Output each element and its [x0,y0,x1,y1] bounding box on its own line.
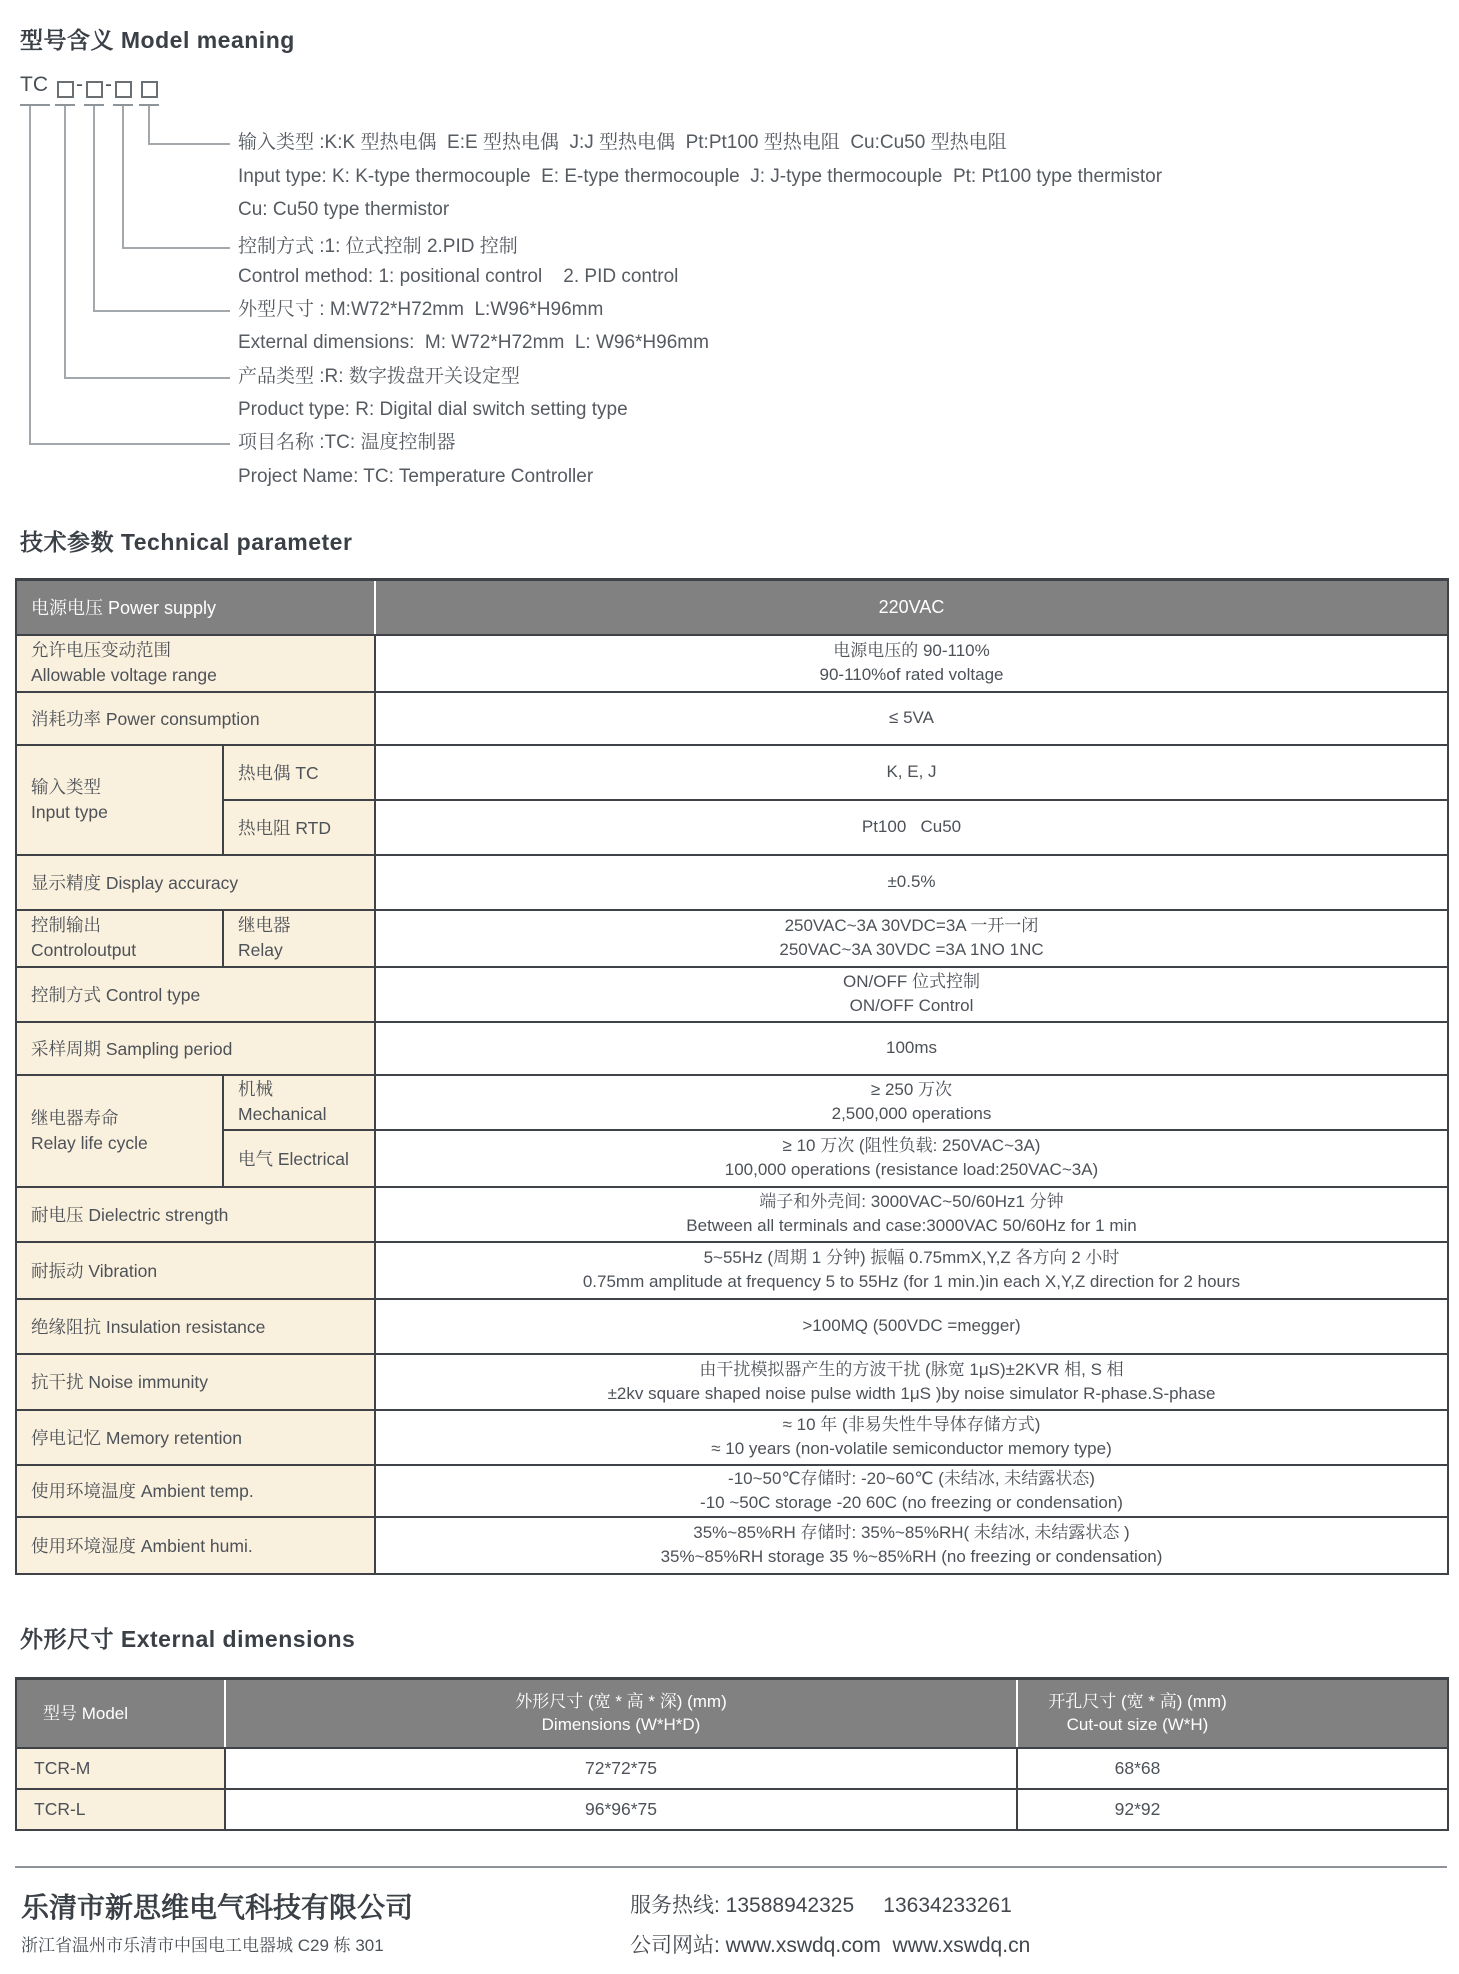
param-value-voltage-range [375,635,1448,692]
callout-input-en: Input type: K: K-type thermocouple E: E-type thermocouple J: J-type thermocouple Pt: Pt100 type thermistor [238,166,1163,187]
param-label-insulation: 绝缘阻抗 Insulation resistance [16,1299,375,1354]
param-label-sampling-period: 采样周期 Sampling period [16,1022,375,1075]
table-row [16,800,1448,855]
callout-product-zh: 产品类型 :R: 数字拨盘开关设定型 [238,366,520,387]
param-label-voltage-range [16,635,375,692]
model-code-prefix: TC [20,73,48,96]
param-value-mechanical [375,1075,1448,1130]
table-row [16,1410,1448,1465]
table-row [16,635,1448,692]
param-value-power-consumption: ≤ 5VA [375,692,1448,745]
value-line: 电源电压的 90-110% [833,641,990,660]
value-line: 端子和外壳间: 3000VAC~50/60Hz1 分钟 [759,1192,1064,1211]
callout-control-zh: 控制方式 :1: 位式控制 2.PID 控制 [238,236,518,257]
value-line: 250VAC~3A 30VDC=3A 一开一闭 [784,916,1039,935]
param-value-insulation: >100MQ (500VDC =megger) [375,1299,1448,1354]
callout-input-zh: 输入类型 :K:K 型热电偶 E:E 型热电偶 J:J 型热电偶 Pt:Pt100 型热电阻 Cu:Cu50 型热电阻 [238,132,1007,153]
param-sublabel-electrical: 电气 Electrical [223,1130,375,1187]
dims-size-tcr-l: 96*96*75 [225,1789,1017,1830]
value-line: 0.75mm amplitude at frequency 5 to 55Hz (for 1 min.)in each X,Y,Z direction for 2 hours [582,1272,1241,1291]
value-line: 由干扰模拟器产生的方波干扰 (脉宽 1μS)±2KVR 相, S 相 [699,1359,1124,1379]
value-line: 35%~85%RH storage 35 %~85%RH (no freezing or condensation) [660,1547,1163,1566]
value-line: 90-110%of rated voltage [819,665,1004,684]
value-line: ≈ 10 年 (非易失性牛导体存储方式) [782,1415,1041,1434]
connector-vline-size [93,106,95,311]
connector-vline-input [148,106,150,144]
label-line: 机械 [238,1079,273,1099]
model-code-box-3 [115,81,132,98]
connector-hline-input [148,143,230,145]
table-row [16,1299,1448,1354]
dims-size-tcr-m: 72*72*75 [225,1748,1017,1789]
footer-website: 公司网站: www.xswdq.com www.xswdq.cn [630,1934,1031,1957]
connector-vline-project [29,106,31,444]
dims-cutout-tcr-l: 92*92 [1017,1789,1448,1830]
external-dimensions-table [15,1677,1449,1831]
value-line: 100,000 operations (resistance load:250VAC~3A) [724,1160,1099,1179]
param-value-control-type [375,967,1448,1022]
header-line: Cut-out size (W*H) [1066,1715,1209,1735]
technical-parameter-table [15,578,1449,1575]
table-row [16,855,1448,910]
value-line: 250VAC~3A 30VDC =3A 1NO 1NC [779,940,1044,959]
label-line: Relay [238,940,283,960]
table-row [16,910,1448,967]
connector-vline-product [64,106,66,378]
label-line: 控制输出 [31,915,101,935]
callout-input-en2: Cu: Cu50 type thermistor [238,199,450,220]
param-value-display-accuracy: ±0.5% [375,855,1448,910]
value-line: ≥ 10 万次 (阻性负载: 250VAC~3A) [782,1136,1041,1155]
footer-company-address: 浙江省温州市乐清市中国电工电器城 C29 栋 301 [21,1936,384,1955]
value-line: -10 ~50C storage -20 60C (no freezing or condensation) [700,1492,1123,1512]
tick-prefix [20,104,50,106]
param-value-power-supply: 220VAC [375,580,1448,635]
label-line: 继电器 [238,915,291,935]
param-value-ambient-temp [375,1465,1448,1517]
table-row [16,1130,1448,1187]
model-meaning-title: 型号含义 Model meaning [20,27,295,53]
model-code-dash-1: - [76,73,83,96]
model-code-box-4 [141,81,158,98]
table-row [16,1075,1448,1130]
param-value-vibration [375,1242,1448,1299]
param-sublabel-rtd: 热电阻 RTD [223,800,375,855]
connector-vline-control [122,106,124,248]
connector-hline-product [64,377,230,379]
param-value-rtd: Pt100 Cu50 [375,800,1448,855]
callout-size-zh: 外型尺寸 : M:W72*H72mm L:W96*H96mm [238,299,604,320]
label-line: Mechanical [238,1104,327,1124]
param-label-control-type: 控制方式 Control type [16,967,375,1022]
callout-product-en: Product type: R: Digital dial switch setting type [238,399,628,420]
param-label-dielectric: 耐电压 Dielectric strength [16,1187,375,1242]
value-line: ON/OFF Control [849,996,974,1015]
value-line: 35%~85%RH 存储时: 35%~85%RH( 未结冰, 未结露状态 ) [693,1523,1130,1542]
param-group-control-output [16,910,223,967]
table-row [16,1789,1448,1830]
table-row [16,580,1448,635]
footer-hotline: 服务热线: 13588942325 13634233261 [630,1894,1012,1917]
param-sublabel-relay [223,910,375,967]
label-line: Controloutput [31,940,137,960]
label-line: 允许电压变动范围 [31,640,171,660]
value-line: -10~50℃存储时: -20~60℃ (未结冰, 未结露状态) [728,1468,1095,1488]
label-line: Allowable voltage range [31,665,217,685]
header-line: 外形尺寸 (宽 * 高 * 深) (mm) [515,1692,727,1712]
table-row [16,1022,1448,1075]
param-value-dielectric [375,1187,1448,1242]
value-line: ≥ 250 万次 [870,1080,953,1099]
param-value-control-output [375,910,1448,967]
param-value-electrical [375,1130,1448,1187]
param-label-power-consumption: 消耗功率 Power consumption [16,692,375,745]
param-sublabel-thermocouple: 热电偶 TC [223,745,375,800]
param-value-memory [375,1410,1448,1465]
technical-parameter-title: 技术参数 Technical parameter [20,529,353,555]
table-row [16,967,1448,1022]
param-label-display-accuracy: 显示精度 Display accuracy [16,855,375,910]
value-line: ±2kv square shaped noise pulse width 1μS )by noise simulator R-phase.S-phase [607,1383,1216,1403]
table-row [16,1517,1448,1574]
param-label-ambient-temp: 使用环境温度 Ambient temp. [16,1465,375,1517]
param-value-thermocouple: K, E, J [375,745,1448,800]
label-line: 继电器寿命 [31,1107,119,1128]
param-label-power-supply: 电源电压 Power supply [16,580,375,635]
external-dimensions-title: 外形尺寸 External dimensions [20,1626,356,1652]
connector-hline-size [93,310,230,312]
callout-project-en: Project Name: TC: Temperature Controller [238,466,594,487]
table-row [16,1748,1448,1789]
param-value-ambient-humi [375,1517,1448,1574]
model-code-box-2 [86,81,103,98]
table-row [16,692,1448,745]
table-row [16,1187,1448,1242]
param-group-relay-life [16,1075,223,1187]
param-value-noise [375,1354,1448,1410]
value-line: ≈ 10 years (non-volatile semiconductor memory type) [711,1439,1112,1458]
param-label-vibration: 耐振动 Vibration [16,1242,375,1299]
param-label-ambient-humi: 使用环境湿度 Ambient humi. [16,1517,375,1574]
value-line: ON/OFF 位式控制 [843,972,980,991]
table-row [16,1679,1448,1748]
table-row [16,1354,1448,1410]
param-sublabel-mechanical [223,1075,375,1130]
param-group-input-type [16,745,223,855]
callout-size-en: External dimensions: M: W72*H72mm L: W96*H96mm [238,332,709,353]
dims-model-tcr-m: TCR-M [16,1748,225,1789]
connector-hline-control [122,247,230,249]
dims-model-tcr-l: TCR-L [16,1789,225,1830]
param-label-memory: 停电记忆 Memory retention [16,1410,375,1465]
param-label-noise: 抗干扰 Noise immunity [16,1354,375,1410]
dims-header-model: 型号 Model [16,1679,225,1748]
label-line: Relay life cycle [31,1132,148,1153]
param-value-sampling-period: 100ms [375,1022,1448,1075]
table-row [16,1242,1448,1299]
connector-hline-project [29,443,230,445]
label-line: 输入类型 [31,776,101,797]
header-line: 开孔尺寸 (宽 * 高) (mm) [1048,1692,1227,1712]
dims-header-cutout [1017,1679,1448,1748]
model-code-box-1 [57,81,74,98]
label-line: Input type [31,801,108,822]
footer-company-name: 乐清市新思维电气科技有限公司 [21,1892,414,1923]
dims-header-dimensions [225,1679,1017,1748]
dims-cutout-tcr-m: 68*68 [1017,1748,1448,1789]
table-row [16,745,1448,800]
value-line: Between all terminals and case:3000VAC 50/60Hz for 1 min [686,1216,1137,1235]
callout-project-zh: 项目名称 :TC: 温度控制器 [238,432,456,453]
model-code-dash-2: - [105,73,112,96]
footer-divider [15,1866,1447,1868]
callout-control-en: Control method: 1: positional control 2. PID control [238,266,679,287]
table-row [16,1465,1448,1517]
value-line: 5~55Hz (周期 1 分钟) 振幅 0.75mmX,Y,Z 各方向 2 小时 [703,1248,1120,1267]
header-line: Dimensions (W*H*D) [541,1715,701,1735]
value-line: 2,500,000 operations [831,1104,992,1123]
